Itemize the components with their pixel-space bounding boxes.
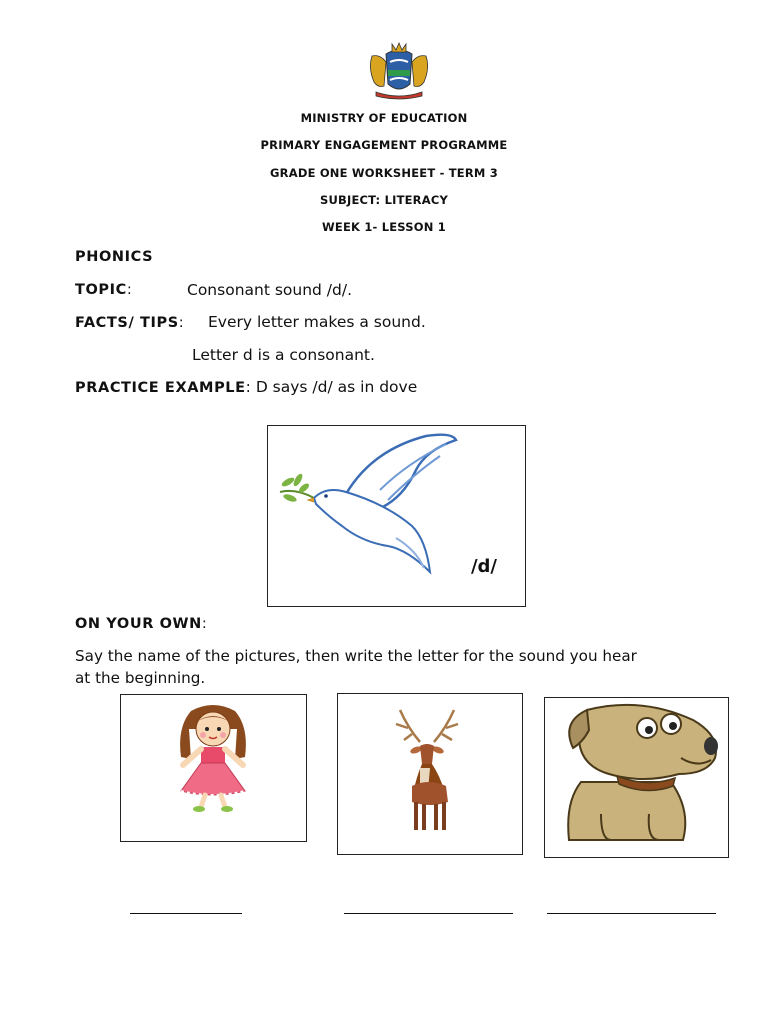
picture-box-deer [337, 693, 523, 855]
instruction-line-2: at the beginning. [75, 669, 206, 687]
facts-line-2: Letter d is a consonant. [192, 346, 375, 364]
answer-blank-3[interactable] [547, 913, 716, 914]
deer-icon [386, 706, 470, 836]
answer-blank-2[interactable] [344, 913, 513, 914]
topic-label: TOPIC: [75, 282, 133, 298]
answer-blank-1[interactable] [130, 913, 242, 914]
dog-icon [551, 702, 723, 850]
dove-icon [276, 430, 466, 580]
doll-icon [165, 703, 261, 815]
instruction-line-1: Say the name of the pictures, then write the letter for the sound you hear [75, 647, 637, 665]
on-your-own-label: ON YOUR OWN: [75, 616, 208, 632]
programme-heading: PRIMARY ENGAGEMENT PROGRAMME [260, 138, 508, 152]
subject-heading: SUBJECT: LITERACY [319, 193, 448, 207]
picture-box-dog [544, 697, 729, 858]
worksheet-heading: GRADE ONE WORKSHEET - TERM 3 [270, 166, 498, 180]
facts-line-1: Every letter makes a sound. [208, 313, 426, 331]
section-title: PHONICS [75, 249, 154, 265]
practice-example: PRACTICE EXAMPLE: D says /d/ as in dove [75, 378, 418, 396]
sound-label: /d/ [470, 556, 497, 577]
example-picture-box [267, 425, 526, 607]
ministry-heading: MINISTRY OF EDUCATION [300, 111, 468, 125]
lesson-heading: WEEK 1- LESSON 1 [322, 220, 446, 234]
facts-label: FACTS/ TIPS: [75, 315, 185, 331]
picture-box-doll [120, 694, 307, 842]
coat-of-arms-icon [366, 42, 432, 100]
topic-value: Consonant sound /d/. [187, 281, 353, 299]
